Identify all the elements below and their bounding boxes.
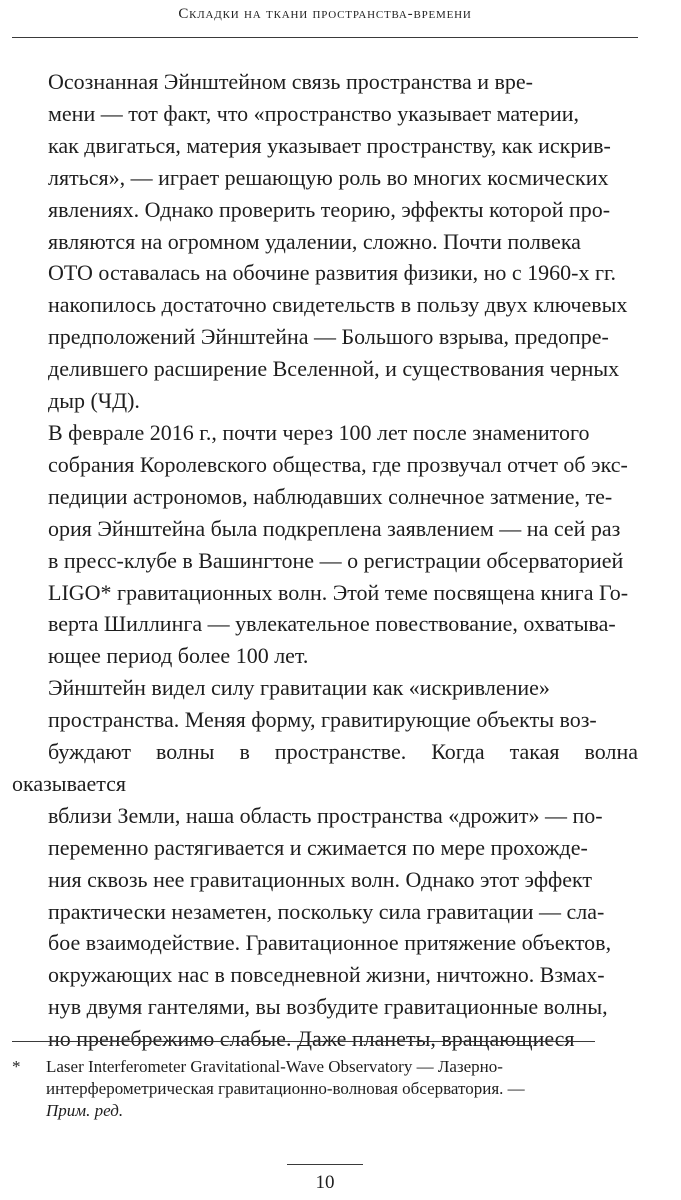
text-line: явлениях. Однако проверить теорию, эффекты которой про- (48, 196, 611, 222)
text-line: пространства. Меняя форму, гравитирующие объекты воз- (48, 707, 597, 733)
paragraph-3 (12, 672, 638, 1055)
text-line: окружающих нас в повседневной жизни, ничтожно. Взмах- (48, 962, 605, 988)
paragraph-2 (12, 417, 638, 672)
text-line: В феврале 2016 г., почти через 100 лет после знаменитого (48, 419, 590, 445)
text-line: дыр (ЧД). (48, 388, 140, 414)
text-line: делившего расширение Вселенной, и существования черных (48, 356, 620, 382)
footnote-line: Laser Interferometer Gravitational-Wave Observatory — Лазерно- (46, 1057, 503, 1076)
running-head: Складки на ткани пространства-времени (178, 6, 472, 22)
page-number-rule (287, 1164, 363, 1165)
body-text (12, 66, 638, 1055)
text-line: бое взаимодействие. Гравитационное притяжение объектов, (48, 930, 612, 956)
text-line: ния сквозь нее гравитационных волн. Однако этот эффект (48, 866, 593, 892)
text-line: предположений Эйнштейна — Большого взрыва, предопре- (48, 324, 609, 350)
text-line: ория Эйнштейна была подкреплена заявлением — на сей раз (48, 515, 621, 541)
text-line: являются на огромном удалении, сложно. Почти полвека (48, 228, 581, 254)
paragraph-1 (12, 66, 638, 417)
text-line: переменно растягивается и сжимается по мере прохожде- (48, 834, 588, 860)
footnote-text (46, 1056, 638, 1122)
text-line: в пресс-клубе в Вашингтоне — о регистрации обсерваторией (48, 547, 624, 573)
text-line: LIGO* гравитационных волн. Этой теме посвящена книга Го- (48, 579, 629, 605)
editor-note: Прим. ред. (46, 1101, 124, 1120)
text-line: накопилось достаточно свидетельств в пользу двух ключевых (48, 292, 628, 318)
text-line: ляться», — играет решающую роль во многих космических (48, 164, 609, 190)
text-line: Эйнштейн видел силу гравитации как «искривление» (48, 675, 550, 701)
text-line: вблизи Земли, наша область пространства «дрожит» — по- (48, 802, 603, 828)
text-line: ОТО оставалась на обочине развития физики, но с 1960-х гг. (48, 260, 617, 286)
text-line: собрания Королевского общества, где прозвучал отчет об экс- (48, 451, 628, 477)
text-line: Осознанная Эйнштейном связь пространства и вре- (48, 69, 533, 94)
text-line: мени — тот факт, что «пространство указывает материи, (48, 100, 579, 126)
text-line: как двигаться, материя указывает пространству, как искрив- (48, 132, 611, 158)
text-line: нув двумя гантелями, вы возбудите гравитационные волны, (48, 994, 608, 1020)
page-number: 10 (315, 1172, 335, 1193)
footnote-line: интерферометрическая гравитационно-волновая обсерватория. — (46, 1079, 525, 1098)
header-rule (12, 37, 638, 38)
text-line: буждают волны в пространстве. Когда такая волна оказывается (12, 739, 638, 796)
text-line: но пренебрежимо слабые. Даже планеты, вращающиеся (48, 1026, 575, 1052)
text-line: ющее период более 100 лет. (48, 643, 309, 669)
footnote-rule (12, 1041, 595, 1042)
text-line: верта Шиллинга — увлекательное повествование, охватыва- (48, 611, 616, 637)
text-line: педиции астрономов, наблюдавших солнечное затмение, те- (48, 483, 613, 509)
footnote (12, 1056, 638, 1122)
text-line: практически незаметен, поскольку сила гравитации — сла- (48, 898, 605, 924)
footnote-marker: * (12, 1057, 21, 1076)
